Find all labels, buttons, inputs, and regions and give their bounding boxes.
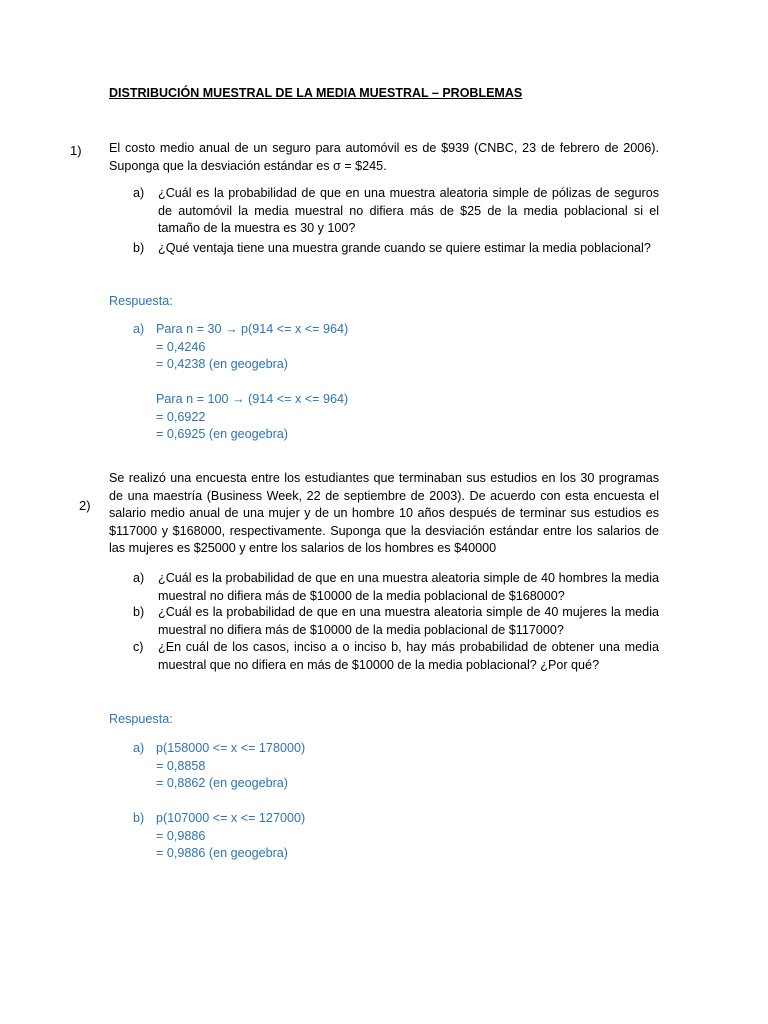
- answer-line: p(158000 <= x <= 178000): [156, 741, 306, 755]
- problem-1-answer-a: [109, 321, 348, 374]
- problem-1-statement: El costo medio anual de un seguro para automóvil es de $939 (CNBC, 23 de febrero de 2006). Suponga que la desviación estándar es σ = $245.: [109, 141, 659, 173]
- question-label: c): [133, 640, 144, 654]
- question-label: b): [133, 605, 145, 619]
- answer-line: Para n = 100 → (914 <= x <= 964): [156, 392, 349, 406]
- question-text: ¿Qué ventaja tiene una muestra grande cuando se quiere estimar la media poblacional?: [158, 241, 651, 255]
- problem-2-question-b: [109, 604, 659, 639]
- answer-label: b): [133, 811, 145, 825]
- answer-line: = 0,9886: [156, 828, 206, 843]
- answer-line: = 0,4238 (en geogebra): [156, 357, 288, 371]
- problem-2-answer-a: [109, 740, 305, 793]
- problem-1-number: 1): [70, 143, 82, 158]
- document-title: DISTRIBUCIÓN MUESTRAL DE LA MEDIA MUESTRAL – PROBLEMAS: [109, 86, 523, 100]
- question-text: ¿En cuál de los casos, inciso a o inciso b, hay más probabilidad de obtener una media muestral que no difiera en más de $10000 de la media poblacional? ¿Por qué?: [158, 640, 659, 672]
- problem-1-question-b: [109, 240, 659, 258]
- problem-1-answer-a-n100: [109, 391, 348, 444]
- answer-line: = 0,6922: [156, 409, 206, 424]
- problem-2-answer-heading: Respuesta:: [109, 712, 173, 726]
- problem-2-question-c: [109, 639, 659, 674]
- answer-line: = 0,9886 (en geogebra): [156, 846, 288, 860]
- question-text: ¿Cuál es la probabilidad de que en una muestra aleatoria simple de pólizas de seguros de automóvil la media muestral no difiera más de $25 de la media poblacional si el tamaño de la muestra es 30 y 100?: [158, 186, 659, 235]
- problem-1-answer-heading: Respuesta:: [109, 294, 173, 308]
- answer-line: = 0,8858: [156, 758, 206, 773]
- problem-1-question-a: [109, 185, 659, 238]
- answer-label: a): [133, 741, 145, 755]
- question-label: a): [133, 571, 145, 585]
- question-label: b): [133, 241, 145, 255]
- problem-2-answer-b: [109, 810, 305, 863]
- question-text: ¿Cuál es la probabilidad de que en una muestra aleatoria simple de 40 hombres la media muestral no difiera más de $10000 de la media poblacional de $168000?: [158, 571, 659, 603]
- answer-line: = 0,8862 (en geogebra): [156, 776, 288, 790]
- answer-line: = 0,4246: [156, 339, 206, 354]
- answer-line: p(107000 <= x <= 127000): [156, 811, 306, 825]
- problem-2-question-a: [109, 570, 659, 605]
- question-text: ¿Cuál es la probabilidad de que en una muestra aleatoria simple de 40 mujeres la media muestral no difiera más de $10000 de la media poblacional de $117000?: [158, 605, 659, 637]
- question-label: a): [133, 186, 145, 200]
- answer-line: = 0,6925 (en geogebra): [156, 427, 288, 441]
- answer-label: a): [133, 322, 145, 336]
- answer-line: Para n = 30 → p(914 <= x <= 964): [156, 322, 349, 336]
- problem-2-statement: Se realizó una encuesta entre los estudiantes que terminaban sus estudios en los 30 programas de una maestría (Business Week, 22 de septiembre de 2003). De acuerdo con esta encuesta el salario medio anual de una mujer y de un hombre 10 años después de terminar sus estudios es $117000 y $168000, respectivamente. Suponga que la desviación estándar entre los salarios de las mujeres es $25000 y entre los salarios de los hombres es $40000: [109, 471, 659, 555]
- problem-2-number: 2): [79, 498, 91, 513]
